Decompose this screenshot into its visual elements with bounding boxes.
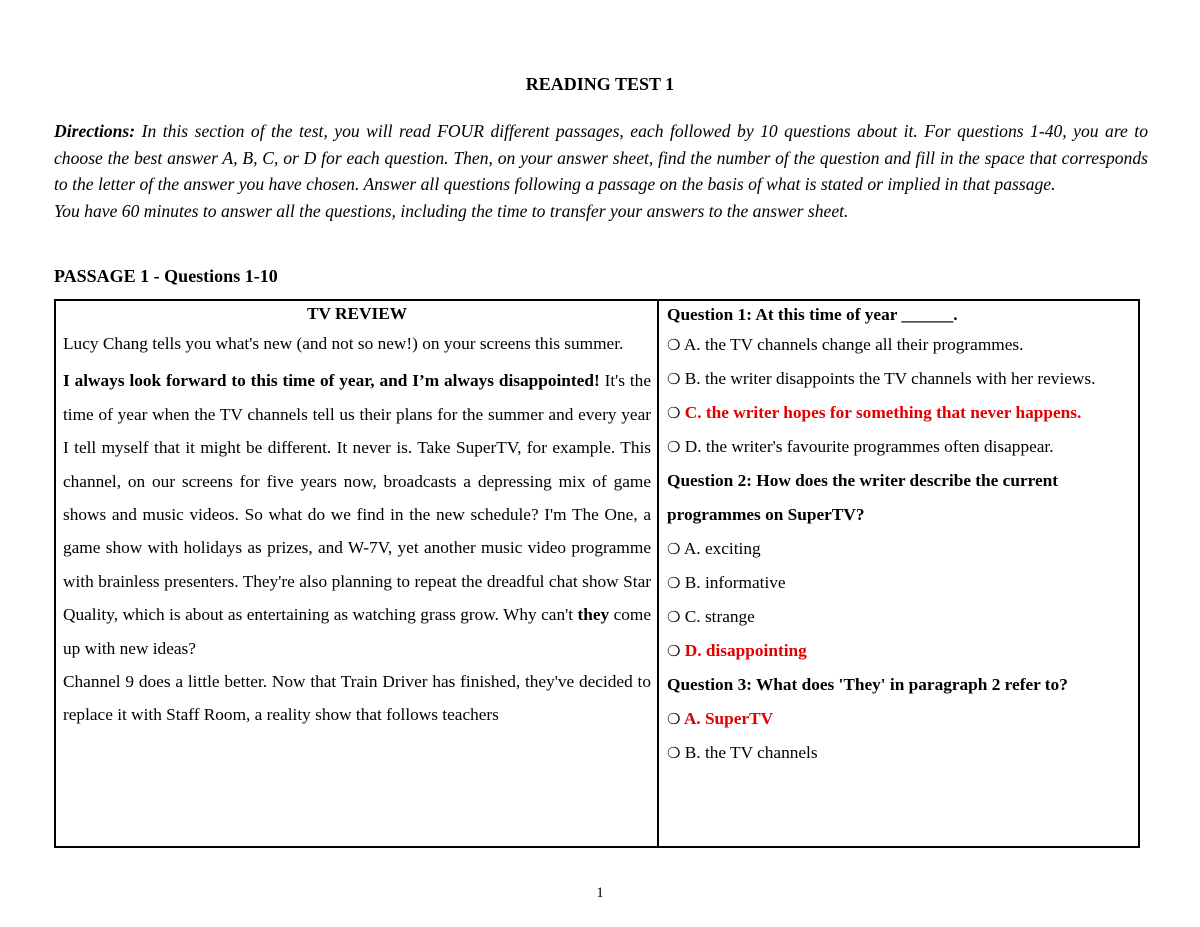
option-text: B. the TV channels: [680, 743, 818, 762]
option-text: D. the writer's favourite programmes often disappear.: [680, 437, 1054, 456]
radio-circle-icon: ❍: [667, 438, 681, 456]
question-1-option-d[interactable]: [667, 430, 1130, 464]
radio-circle-icon: ❍: [667, 710, 681, 728]
option-text: A. exciting: [680, 539, 761, 558]
passage-paragraph-1: [63, 364, 651, 665]
radio-circle-icon: ❍: [667, 370, 681, 388]
radio-circle-icon: ❍: [667, 744, 681, 762]
option-text: B. informative: [680, 573, 786, 592]
option-text: B. the writer disappoints the TV channels with her reviews.: [680, 369, 1096, 388]
option-text: C. strange: [680, 607, 755, 626]
paragraph-1-lead: I always look forward to this time of year, and I’m always disappointed!: [63, 371, 600, 391]
passage-heading: PASSAGE 1 - Questions 1-10: [54, 266, 278, 286]
option-text: D. disappointing: [680, 641, 807, 660]
question-2-option-a[interactable]: [667, 532, 1130, 566]
radio-circle-icon: ❍: [667, 574, 681, 592]
directions: [54, 118, 1148, 224]
question-1: Question 1: At this time of year ______.: [667, 305, 958, 324]
question-1-option-a[interactable]: [667, 328, 1130, 362]
highlighted-they: they: [577, 605, 610, 625]
passage-column: [56, 301, 657, 846]
directions-label: Directions:: [54, 121, 136, 141]
question-3-option-a[interactable]: [667, 702, 1130, 736]
question-2-option-d[interactable]: [667, 634, 1130, 668]
question-2-option-c[interactable]: [667, 600, 1130, 634]
directions-text: In this section of the test, you will read FOUR different passages, each followed by 10 questions about it. For questions 1-40, you are to choose the best answer A, B, C, or D for each question. Then, on your answer sheet, find the number of the question and fill in the space that corresponds to the letter of the answer you have chosen. Answer all questions following a passage on the basis of what is stated or implied in that passage.: [54, 121, 1148, 194]
review-title: TV REVIEW: [306, 304, 408, 323]
question-3: Question 3: What does 'They' in paragraph 2 refer to?: [667, 675, 1068, 694]
question-2: Question 2: How does the writer describe the current programmes on SuperTV?: [667, 471, 1059, 524]
reading-table: [54, 299, 1140, 848]
option-text: A. the TV channels change all their programmes.: [680, 335, 1024, 354]
passage-paragraph-2: Channel 9 does a little better. Now that Train Driver has finished, they've decided to replace it with Staff Room, a reality show that follows teachers: [63, 672, 651, 725]
passage-intro: Lucy Chang tells you what's new (and not so new!) on your screens this summer.: [63, 334, 624, 353]
question-1-option-c[interactable]: [667, 396, 1130, 430]
page-number: 1: [596, 885, 604, 901]
radio-circle-icon: ❍: [667, 540, 681, 558]
paragraph-1-end: come up with new ideas?: [63, 605, 651, 658]
radio-circle-icon: ❍: [667, 642, 681, 660]
question-1-option-b[interactable]: [667, 362, 1130, 396]
option-text: A. SuperTV: [680, 709, 774, 728]
option-text: C. the writer hopes for something that never happens.: [680, 403, 1082, 422]
radio-circle-icon: ❍: [667, 336, 681, 354]
page-title: READING TEST 1: [525, 74, 675, 94]
radio-circle-icon: ❍: [667, 608, 681, 626]
question-2-option-b[interactable]: [667, 566, 1130, 600]
time-note: You have 60 minutes to answer all the questions, including the time to transfer your answers to the answer sheet.: [54, 200, 849, 221]
radio-circle-icon: ❍: [667, 404, 681, 422]
questions-column: [659, 301, 1138, 846]
question-3-option-b[interactable]: [667, 736, 1130, 770]
paragraph-1-body: It's the time of year when the TV channels tell us their plans for the summer and every year I tell myself that it might be different. It never is. Take SuperTV, for example. This channel, on our screens for five years now, broadcasts a depressing mix of game shows and music videos. So what do we find in the new schedule? I'm The One, a game show with holidays as prizes, and W-7V, yet another music video programme with brainless presenters. They're also planning to repeat the dreadful chat show Star Quality, which is about as entertaining as watching grass grow. Why can't: [63, 371, 651, 625]
